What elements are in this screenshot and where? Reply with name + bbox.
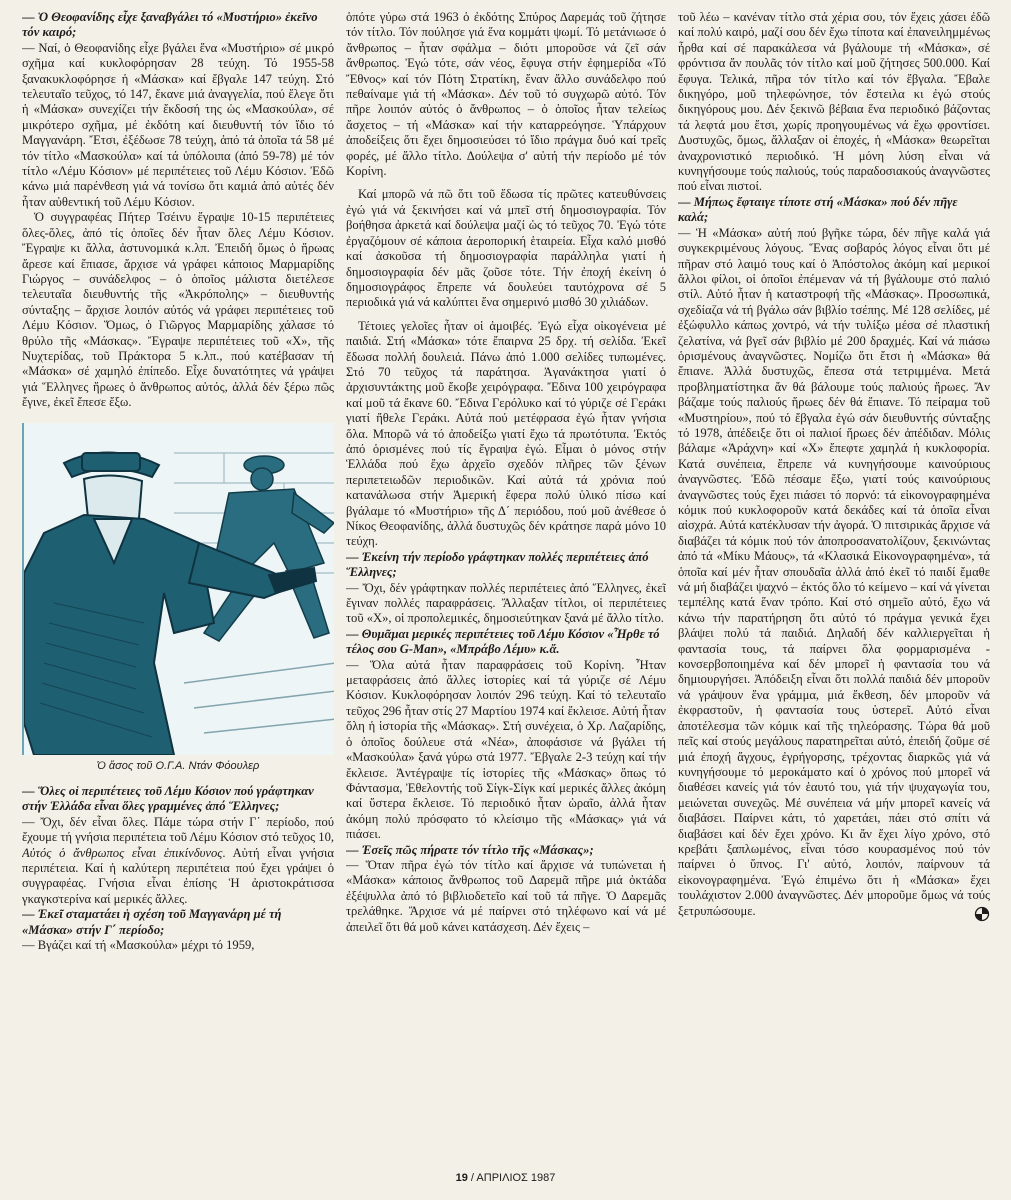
interview-answer: — Ναί, ὁ Θεοφανίδης εἶχε βγάλει ἕνα «Μυστήριο» σέ μικρό σχῆμα καί κυκλοφόρησαν 28 τεύχη. Τό 1955-58 ξανακυκλοφόρησε ἡ «Μάσκα» καί ἔβγαλε 147 τεύχη. Στό τελευταῖο τεῦχος, τό 147, ἔκανε μιά ἀναγγελία, πού ἔλεγε ὅτι ἡ «Μάσκα» συνεχίζει τήν ἔκδοσή της ὡς «Μασκούλα», σέ μικρότερο σχῆμα, μέ ἐκδότη καί διευθυντή τόν ἴδιο τό Μαγγανάρη. Ἔτσι, ἐξέδωσε 78 τεύχη, ἀπό τά ὁποῖα τά 58 μέ τόν τίτλο «Μασκούλα» καί τά ὑπόλοιπα (ἀπό 59-78) μέ τόν τίτλο «Λέμυ Κόσιον» μέ περιπέτειες τοῦ Λέμυ Κόσιον. Ἐδῶ κάνω μιά παρένθεση γιά νά τονίσω ὅτι καμιά ἀπό αὐτές δέν ἦταν αὐθεντική τοῦ Λέμυ Κόσιον. [22,40,334,209]
answer-text: — Ὄχι, δέν εἶναι ὅλες. Πάμε τώρα στήν Γ΄ περίοδο, πού ἔχουμε τή γνήσια περιπέτεια τοῦ Λέμυ Κόσιον στό τεῦχος 10, [22,814,334,845]
issue-date: / ΑΠΡΙΛΙΟΣ 1987 [470,1172,556,1184]
interview-question: — Ὅλες οἱ περιπέτειες τοῦ Λέμυ Κόσιον πού γράφτηκαν στήν Ἑλλάδα εἶναι ὅλες γραμμένες ἀπό Ἕλληνες; [22,783,314,814]
answer-text: . Αὐτή εἶναι γνήσια περιπέτεια. Καί ἡ καλύτερη περιπέτεια πού ἔχει γράψει ὁ συγγραφέας. Γνήσια εἶναι ἐπίσης Ἡ ἀριστοκράτισσα γκαγκστερίνα καί μερικές ἄλλες. [22,845,334,906]
article-paragraph: τοῦ λέω – κανέναν τίτλο στά χέρια σου, τόν ἔχεις χάσει ἐδῶ καί πολύ καιρό, μαζί σου δέν ἔχω τίποτα καί ἐπανειλημμένως ἦρθα καί σέ παρακάλεσα νά βγάλουμε τή «Μάσκα», σέ φρόντισα ἄν πουλᾶς τόν τίτλο καί μοῦ ζήτησες 500.000. Καί ἔφυγα. Τελικά, πῆρα τόν τίτλο καί τόν ἔβγαλα. Ἔβαλε δικηγόρο, μοῦ τηλεφώνησε, τόν ἔστειλα κι ἐγώ στούς δικηγόρους μου. Δέν ξεκινῶ βέβαια ἕνα περιοδικό βάζοντας τά λεφτά μου ἔτσι, χωρίς προηγουμένως νά ἔχω φροντίσει. Δυστυχῶς, ὅμως, ἄλλαξαν οἱ ἐποχές, ἡ «Μάσκα» θεωρεῖται ἀναχρονιστικό περιοδικό. Ἡ μόνη λύση εἶναι νά κυνηγήσουμε τούς παλιούς, τούς παραδοσιακούς ἀναγνῶστες πού εἶναι πιστοί. [678,10,990,194]
story-title: Αὐτός ὁ ἄνθρωπος εἶναι ἐπικίνδυνος [22,845,223,860]
end-of-article-icon [974,906,990,926]
interview-answer [22,815,334,907]
article-column-3 [678,10,990,1160]
article-paragraph: Τέτοιες γελοῖες ἦταν οἱ ἀμοιβές. Ἐγώ εἶχα οἰκογένεια μέ παιδιά. Στή «Μάσκα» τότε ἔπαιρνα 25 δρχ. τή σελίδα. Ἐκεῖ ἔδωσα πολλή δουλειά. Πάνω ἀπό 1.000 σελίδες τυπωμένες. Στό 70 τεῦχος τά παράτησα. Ἀγανάκτησα γιατί ὁ ἀρχισυντάκτης μοῦ ἔκοβε χειρόγραφα. Ἔδινα 100 χειρόγραφα καί μοῦ τά ἔκανε 60. Ἔδινα Γερόλυκο καί τό γύριζε σέ Γεράκι γιατί ἤθελε Γεράκι. Αὐτά πού μετέφρασα ἐγώ ἦταν γνήσια ὅλα. Μπορῶ νά τό ἀποδείξω γιατί ἔχω τά πρωτότυπα. Ἐκτός ἀπό ὁρισμένες πού τίς ἔγραψα ἐγώ. Εἶμαι ὁ μόνος στήν Ἑλλάδα πού ἔχω ἀρχεῖο σχεδόν πλῆρες τῶν ξένων περιπετειωδῶν περιοδικῶν. Καί αὐτά τά χρόνια πού κατανάλωσα στήν Ἀμερική ἔφερα πολύ ὑλικό πίσω καί βγάλαμε τό «Μυστήριο» τῆς Δ΄ περιόδου, πού μοῦ ἀνέθεσε ὁ Νίκος Θεοφανίδης, ἀλλά δυστυχῶς δέν κράτησε παρά μόνο 10 τεύχη. [346,318,666,549]
interview-answer [678,226,990,919]
illustration-caption: Ὁ ἄσος τοῦ Ο.Γ.Α. Ντάν Φόουλερ [96,759,260,772]
page-footer [0,1172,1011,1184]
interview-answer: — Ὅταν πῆρα ἐγώ τόν τίτλο καί ἄρχισε νά τυπώνεται ἡ «Μάσκα» κάποιος ἄνθρωπος τοῦ Δαρεμᾶ πῆρε μιά ὀκτάδα ἐξέψυλλα ἀπό τό βιβλιοδετεῖο καί τοῦ τά πῆγε. Ὁ Δαρεμᾶς τρελάθηκε. Ἄρχισε νά μέ παίρνει στό τηλέφωνο καί νά μέ ἀπειλεῖ ὅτι θά μοῦ κάνει κατάσχεση. Δέν ἔχεις – [346,857,666,934]
answer-text: — Ἡ «Μάσκα» αὐτή πού βγῆκε τώρα, δέν πῆγε καλά γιά συγκεκριμένους λόγους. Ἕνας σοβαρός λόγος εἶναι ὅτι μέ πῆραν στό λαιμό τους καί ὁ Ἀπόστολος ἀκόμη καί μερικοί ἄλλοι φίλοι, οἱ ὁποῖοι ἐπέμεναν νά τή βγάλουμε στό παλιό στίλ. Αὐτό ἦταν ἡ καταστροφή τῆς «Μάσκας». Προσωπικά, σχεδίαζα νά τή βγάλω σάν βιβλίο τσέπης. Μέ 128 σελίδες, μέ ἐξώφυλλο κάπως χοντρό, νά τήν τυλίξω μέσα σέ πλαστική ζελατίνα, νά βγεῖ σάν βιβλίο μέ 200 δραχμές. Καί νά πιάσω ὁρισμένους ἀναγνῶστες. Νομίζω ὅτι ἔτσι ἡ «Μάσκα» θά ἔπιανε. Ἀλλά δυστυχῶς, ἔπεσα στά τετριμμένα. Μετά προβληματίστηκα ἄν θά βάλουμε τούς παλιούς ἥρωες. Ἄν βάζαμε τούς παλιούς ἥρωες δέν θά ἔπιανε. Τό πείραμα τοῦ «Μυστηρίου», πού τό ἔβγαλα ἐγώ σάν διευθυντής σύνταξης τό 1978, ἀπέδειξε ὅτι οἱ παλιοί ἥρωες δέν ἀπέδιδαν. Μόλις βάλαμε «Ἀράχνη» καί «Χ» ἔπεφτε χαμηλά ἡ κυκλοφορία. Κατά συνέπεια, ἔπρεπε νά κυνηγήσουμε καινούριους ἀναγνῶστες. Ἐδῶ πέσαμε ἔξω, γιατί τούς καινούριους ἀναγνῶστες τούς ἔχει πιάσει τό πορνό: τά εἰκονογραφημένα κόμικ πού κυκλοφοροῦν κατά δεκάδες καί τά ὁποῖα εἶναι αἰσχρά. Αὐτά κατέκλυσαν τήν ἀγορά. Ὁ πιτσιρικάς ἄρχισε νά διαβάζει τά κόμικ πού τόν ἀποπροσανατολίζουν, ξεκινώντας ἀπό τά «Μίκυ Μάους», τά «Κλασικά Εἰκονογραφημένα», τά ὁποῖα καί μέν ἦταν σπουδαῖα ἀλλά ἀπό ἐκεῖ τό παιδί ἔμαθε νά μή διαβάζει ψαχνό – ἐκτός ὅλο τό κείμενο – καί νά γίνεται τεμπέλης κατά ἕναν τρόπο. Καί στό σημεῖο αὐτό, ἔχω νά κάνω τήν παρατήρηση ὅτι αὐτό τό πράγμα γενικά ἔχει βλάψει πολύ τά παιδιά. Δηλαδή δέν καλλιεργεῖται ἡ φαντασία τους, τά παίρνει ὅλα φορμαρισμένα - κονσερβοποιημένα καί δέν μπορεῖ ἡ φαντασία του νά δημιουργήσει. Ἀπόδειξη εἶναι ὅτι πολλά παιδιά δέν μποροῦν νά γράψουν ἕνα γράμμα, μιά ἔκθεση, δέν μποροῦν νά ἐκφραστοῦν, ἡ φαντασία τους ὑστερεῖ. Αὐτό εἶναι ἀποτέλεσμα τῶν κόμικ καί τῆς τηλεόρασης. Τώρα θά μοῦ πεῖς καί στούς μεγάλους παρατηρεῖται αὐτό, ἐπειδή ζοῦμε σέ μιά ἐποχή ἄγχους, ἐγρήγορσης, τρέχοντας διαρκῶς γιά νά κυνηγήσουμε τό μεροκάματο καί ὁ χρόνος πού μπορεῖ νά διαθέσει κανείς γιά τόν ἑαυτό του, γιά τήν ψυχαγωγία του, μειώνεται συνεχῶς. Μέ συνέπεια νά μήν μπορεῖ κανείς νά διαβάσει. Παίρνει κάτι, τό χαρετάει, πάει στό σπίτι νά διαβάσει καί δέν ἔχει χρόνο. Κι ἄν ἔχει λίγο χρόνο, στό κρεβάτι ξαπλωμένος, εἶναι τόσο κουρασμένος πού τόν παίρνει ὁ ὕπνος. Γι' αὐτό, λοιπόν, παίρνουν τά εἰκονογραφημένα. Ἐγώ ἐπιμένω ὅτι ἡ «Μάσκα» ἔχει τουλάχιστον 2.000 ἀναγνῶστες. Δέν μποροῦμε ὅμως νά τούς ξετρυπώσουμε. [678,225,990,918]
article-paragraph: Ὁ συγγραφέας Πήτερ Τσέινυ ἔγραψε 10-15 περιπέτειες ὅλες-ὅλες, ἀπό τίς ὁποῖες δέν ἦταν ὅλες Λέμυ Κόσιον. Ἔγραψε κι ἄλλα, ἀστυνομικά κ.λπ. Ἐπειδή ὅμως ὁ ἥρωας ἄρεσε καί ἔπιασε, ἄρχισε νά γράφει κάποιος Μαρμαρίδης Γιώργος – συνάδελφος – ὁ ὁποῖος μάλιστα διετέλεσε τελευταῖα διευθυντής τῆς «Ἀκρόπολης» – διευθυντής σύνταξης – ἄρχισε λοιπόν αὐτός νά γράφει περιπέτειες τοῦ Λέμυ Κόσιον. Ὅμως, ὁ Γιῶργος Μαρμαρίδης χάλασε τό θρύλο τῆς «Μάσκας». Ἔγραψε περιπέτειες τοῦ «Χ», τῆς Νυχτερίδας, τοῦ Πράκτορα 5 κ.λπ., πού κατέβασαν τή «Μάσκα» σέ χαμηλό ἐπίπεδο. Εἶχε δυνατότητες νά γράψει γιά Ἕλληνες ἥρωες ὁ ἄνθρωπος αὐτός, ἀλλά δέν ξέρω πῶς ἔγινε, ἐκεῖ ἔπεσε ἔξω. [22,210,334,410]
interview-question: — Μήπως ἔφταιγε τίποτε στή «Μάσκα» πού δέν πῆγε καλά; [678,194,958,225]
page-number: 19 [455,1172,468,1184]
article-column-1 [22,10,334,1160]
article-column-2 [346,10,666,1160]
article-paragraph: ὁπότε γύρω στά 1963 ὁ ἐκδότης Σπύρος Δαρεμάς τοῦ ζήτησε τόν τίτλο. Τόν πούλησε γιά ἕνα κομμάτι ψωμί. Τό μετάνιωσε ὁ ἄνθρωπος – ἦταν σφάλμα – διότι μποροῦσε νά ζεῖ σάν ἄνθρωπος. Ἐγώ τότε, σάν νέος, ἔφυγα στήν ἐφημερίδα «Τό Ἔθνος» καί τόν Πότη Στρατίκη, ἕναν ἄλλο συνάδελφο πού πεθαίναμε γιά τή «Μάσκα». Δέν τοῦ τό συγχωρῶ αὐτό. Τόν πῆρε λοιπόν αὐτός ὁ ἄνθρωπος – ὁ ὁποῖος ἦταν τελείως ἄσχετος – τή «Μάσκα» καί τήν καταρρεόγησε. Ὑπάρχουν ἀποδείξεις ὅτι ἔχει δημοσιεύσει τό ἴδιο πράγμα δυό καί τρεῖς φορές, μέ ἄλλο τίτλο. Δούλεψα σ' αὐτή τήν περίοδο μέ τόν Κορίνη. [346,10,666,179]
interview-question: — Ἐσεῖς πῶς πήρατε τόν τίτλο τῆς «Μάσκας»; [346,842,594,857]
illustration-trenchcoat-gunman [22,423,334,755]
interview-answer: — Ὅλα αὐτά ἦταν παραφράσεις τοῦ Κορίνη. Ἦταν μεταφράσεις ἀπό ἄλλες ἱστορίες καί τά γύριζε σέ Λέμυ Κόσιον. Κυκλοφόρησαν λοιπόν 296 τεύχη. Καί τό τελευταῖο τεῦχος 296 ἦταν στίς 27 Μαρτίου 1974 καί ἔκλεισε. Αὐτή ἦταν ὅλη ἡ ἱστορία τῆς «Μάσκας». Στή συνέχεια, ὁ Χρ. Λαζαρίδης, ὁ ὁποῖος δούλευε στά «Νέα», ἀποφάσισε νά βγάλει τή «Μασκούλα» ξανά γύρω στά 1977. Ἔβγαλε 2-3 τεύχη καί τήν ἔκλεισε. Ἀντέγραψε τίς ἱστορίες τῆς «Μάσκας» ὅπως τό Φάντασμα, Ἐθελοντής τοῦ Σίγκ-Σίγκ καί μερικές ἄλλες ἀκόμη καί ὕστερα ἔκλεισε. Τό περιοδικό ἦταν ὡραῖο, ἀλλά ἦταν ἀκόμη πολύ πρόσφατο τό κλείσιμο τῆς «Μάσκας» γιά νά πιάσει. [346,657,666,842]
interview-answer: — Βγάζει καί τή «Μασκούλα» μέχρι τό 1959, [22,938,255,953]
interview-question: — Ἐκείνη τήν περίοδο γράφτηκαν πολλές περιπέτειες ἀπό Ἕλληνες; [346,549,649,580]
interview-answer: — Ὄχι, δέν γράφτηκαν πολλές περιπέτειες ἀπό Ἕλληνες, ἐκεῖ ἔγιναν πολλές παραφράσεις. Ἄλλαξαν τίτλοι, οἱ περιπέτειες τοῦ «Χ», οἱ προπολεμικές, δημοσιεύτηκαν ξανά μέ ἄλλο τίτλο. [346,580,666,626]
interview-question: — Ἐκεῖ σταματάει ἡ σχέση τοῦ Μαγγανάρη μέ τή «Μάσκα» στήν Γ΄ περίοδο; [22,907,282,937]
interview-question: — Θυμᾶμαι μερικές περιπέτειες τοῦ Λέμυ Κόσιον «Ἦρθε τό τέλος σου G-Man», «Μπράβο Λέμυ» κ.ἄ. [346,626,660,657]
interview-question: — Ὁ Θεοφανίδης εἶχε ξαναβγάλει τό «Μυστήριο» ἐκεῖνο τόν καιρό; [22,10,318,40]
article-paragraph: Καί μπορῶ νά πῶ ὅτι τοῦ ἔδωσα τίς πρῶτες κατευθύνσεις ἐγώ γιά νά ξεκινήσει καί νά μπεῖ στή δημοσιογραφία. Τόν βοήθησα ἀρκετά καί δούλεψα μαζί ὡς τό τεῦχος 70. Ἐγώ τότε ἐργαζόμουν σέ κάποια ἀεροπορική ἑταιρεία. Εἶχα καλό μισθό καί ἀσκοῦσα τή δημοσιογραφία παράλληλα γιατί ἡ δημοσιογραφία δέν μᾶς ζοῦσε τότε. Τήν ἐποχή ἐκείνη ὁ δημοσιογράφος ἔπρεπε νά δουλεύει ταυτόχρονα σέ 5 περιοδικά γιά νά καλύπτει ἕνα σημερινό μισθό 30 χιλιάδων. [346,187,666,310]
